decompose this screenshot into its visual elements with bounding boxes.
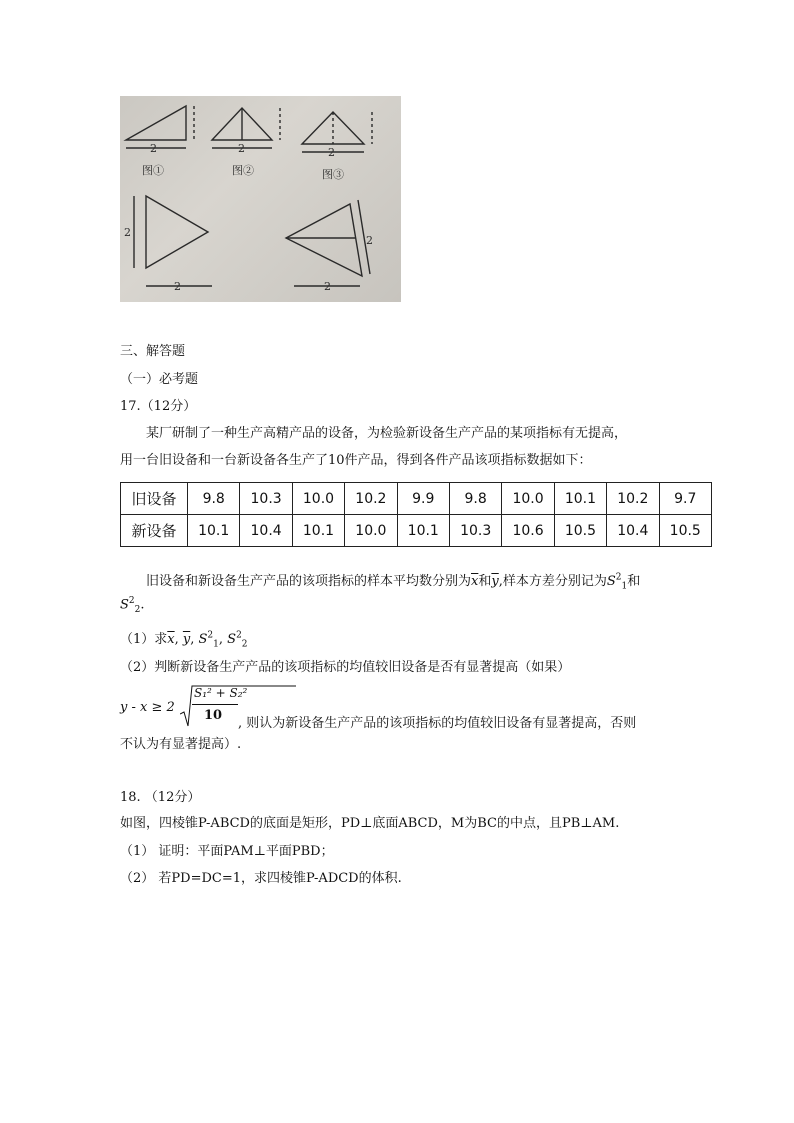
figure-label: 2 [366,234,373,247]
table-row-old [121,483,712,515]
q18-line1: 如图，四棱锥P-ABCD的底面是矩形，PD⊥底面ABCD，M为BC的中点，且PB⊥AM. [120,816,620,831]
q17-part1: （1）求$\overline{x}$, $\overline{y}$, $S^2_1$, $S^2_2$ [120,630,248,650]
formula-lhs: y - x ≥ 2 [120,700,175,715]
table-cell: 10.6 [502,515,554,547]
q17-number: 17.（12分） [120,399,197,414]
figure-label: 2 [324,280,331,293]
figure-label: 2 [328,146,335,159]
row-label: 旧设备 [121,483,188,515]
q17-description: 旧设备和新设备生产产品的该项指标的样本平均数分别为$\overline{x}$和$\overline{y}$,样本方差分别记为$S^2_1$和 [146,572,641,592]
three-view-figure-photo [120,96,401,302]
q17-s2-squared: $S^2_2$. [120,596,145,615]
table-cell: 10.4 [607,515,659,547]
table-cell: 10.1 [554,483,606,515]
q17-line2: 用一台旧设备和一台新设备各生产了10件产品，得到各件产品该项指标数据如下： [120,453,592,468]
fraction-bar [192,704,238,705]
table-cell: 10.1 [292,515,344,547]
figure3-caption: 图③ [322,168,344,181]
table-cell: 9.8 [188,483,240,515]
figure5-triangle [286,204,362,276]
table-cell: 10.1 [397,515,449,547]
table-cell: 10.0 [345,515,397,547]
q18-part1: （1） 证明：平面PAM⊥平面PBD； [120,844,334,859]
q18-part2: （2） 若PD=DC=1，求四棱锥P-ADCD的体积. [120,871,402,886]
q17-part2: （2）判断新设备生产产品的该项指标的均值较旧设备是否有显著提高（如果） [120,660,571,675]
formula-conclusion: , 则认为新设备生产产品的该项指标的均值较旧设备有显著提高，否则 [238,716,637,731]
figure1-caption: 图① [142,164,164,177]
subsection-title: （一）必考题 [120,372,199,387]
figure-label: 2 [124,226,131,239]
figure-label: 2 [238,142,245,155]
table-cell: 10.3 [240,483,292,515]
q17-last-line: 不认为有显著提高）. [120,737,242,752]
table-cell: 10.5 [554,515,606,547]
table-cell: 9.9 [397,483,449,515]
table-cell: 10.1 [188,515,240,547]
table-cell: 10.4 [240,515,292,547]
formula-denominator: 10 [204,708,223,723]
table-cell: 10.5 [659,515,711,547]
table-cell: 10.0 [292,483,344,515]
figure3-triangle [302,112,364,144]
equipment-data-table [120,482,712,547]
figure4-triangle [146,196,208,268]
q18-number: 18. （12分） [120,790,201,805]
section-title: 三、解答题 [120,344,186,359]
q17-line1: 某厂研制了一种生产高精产品的设备，为检验新设备生产产品的某项指标有无提高， [146,426,628,441]
figure-label: 2 [150,142,157,155]
figure2-caption: 图② [232,164,254,177]
figure-label: 2 [174,280,181,293]
table-cell: 10.2 [345,483,397,515]
figure1-triangle [126,106,186,140]
table-cell: 10.3 [449,515,501,547]
table-cell: 10.2 [607,483,659,515]
table-cell: 9.8 [449,483,501,515]
table-cell: 9.7 [659,483,711,515]
row-label: 新设备 [121,515,188,547]
formula-numerator: S₁² + S₂² [194,686,248,700]
three-view-drawings [120,96,401,302]
table-cell: 10.0 [502,483,554,515]
table-row-new [121,515,712,547]
